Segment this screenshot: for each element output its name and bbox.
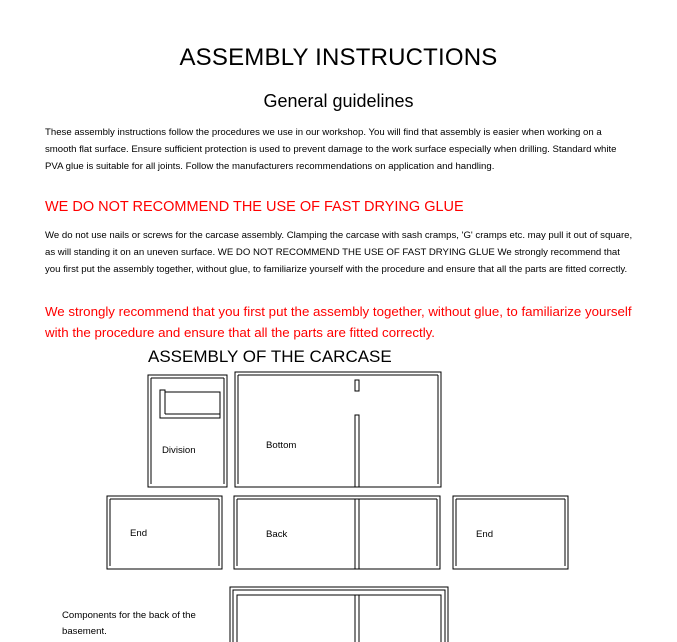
recommendation-paragraph: We strongly recommend that you first put the assembly together, without glue, to familiarize yourself with the procedure and ensure that all the parts are fitted correctly. [45, 304, 632, 340]
warning-heading: WE DO NOT RECOMMEND THE USE OF FAST DRYING GLUE [45, 199, 464, 215]
bottom-label: Bottom [266, 440, 297, 451]
warning-paragraph: We do not use nails or screws for the carcase assembly. Clamping the carcase with sash cramps, 'G' cramps etc. may pull it out of square, as will standing it on an uneven surface. WE DO NOT RECOMMEND THE USE OF FAST DRYING GLUE We strongly recommend that you first put the assembly together, without glue, to familiarize yourself with the procedure and ensure that all the parts are fitted correctly. [45, 230, 633, 275]
division-panel-shape [148, 375, 227, 487]
left-end-label: End [130, 528, 148, 539]
left-end-panel-shape [107, 496, 222, 569]
page-subtitle: General guidelines [263, 91, 414, 111]
basement-caption: Components for the back of the basement. [62, 610, 196, 637]
right-end-panel-shape [453, 496, 568, 569]
back-label: Back [266, 529, 288, 540]
bottom-panel-shape [235, 372, 441, 487]
page-title: ASSEMBLY INSTRUCTIONS [179, 44, 498, 71]
right-end-label: End [476, 529, 494, 540]
division-label: Division [162, 445, 196, 456]
carcase-section-heading: ASSEMBLY OF THE CARCASE [148, 347, 392, 366]
intro-paragraph: These assembly instructions follow the procedures we use in our workshop. You will find that assembly is easier when working on a smooth flat surface. Ensure sufficient protection is used to prevent damage to the work surface especially when drilling. Standard white PVA glue is suitable for all joints. Follow the manufacturers recommendations on application and handling. [45, 127, 617, 172]
back-panel-shape [234, 496, 440, 569]
basement-back-components-shape [230, 587, 448, 642]
